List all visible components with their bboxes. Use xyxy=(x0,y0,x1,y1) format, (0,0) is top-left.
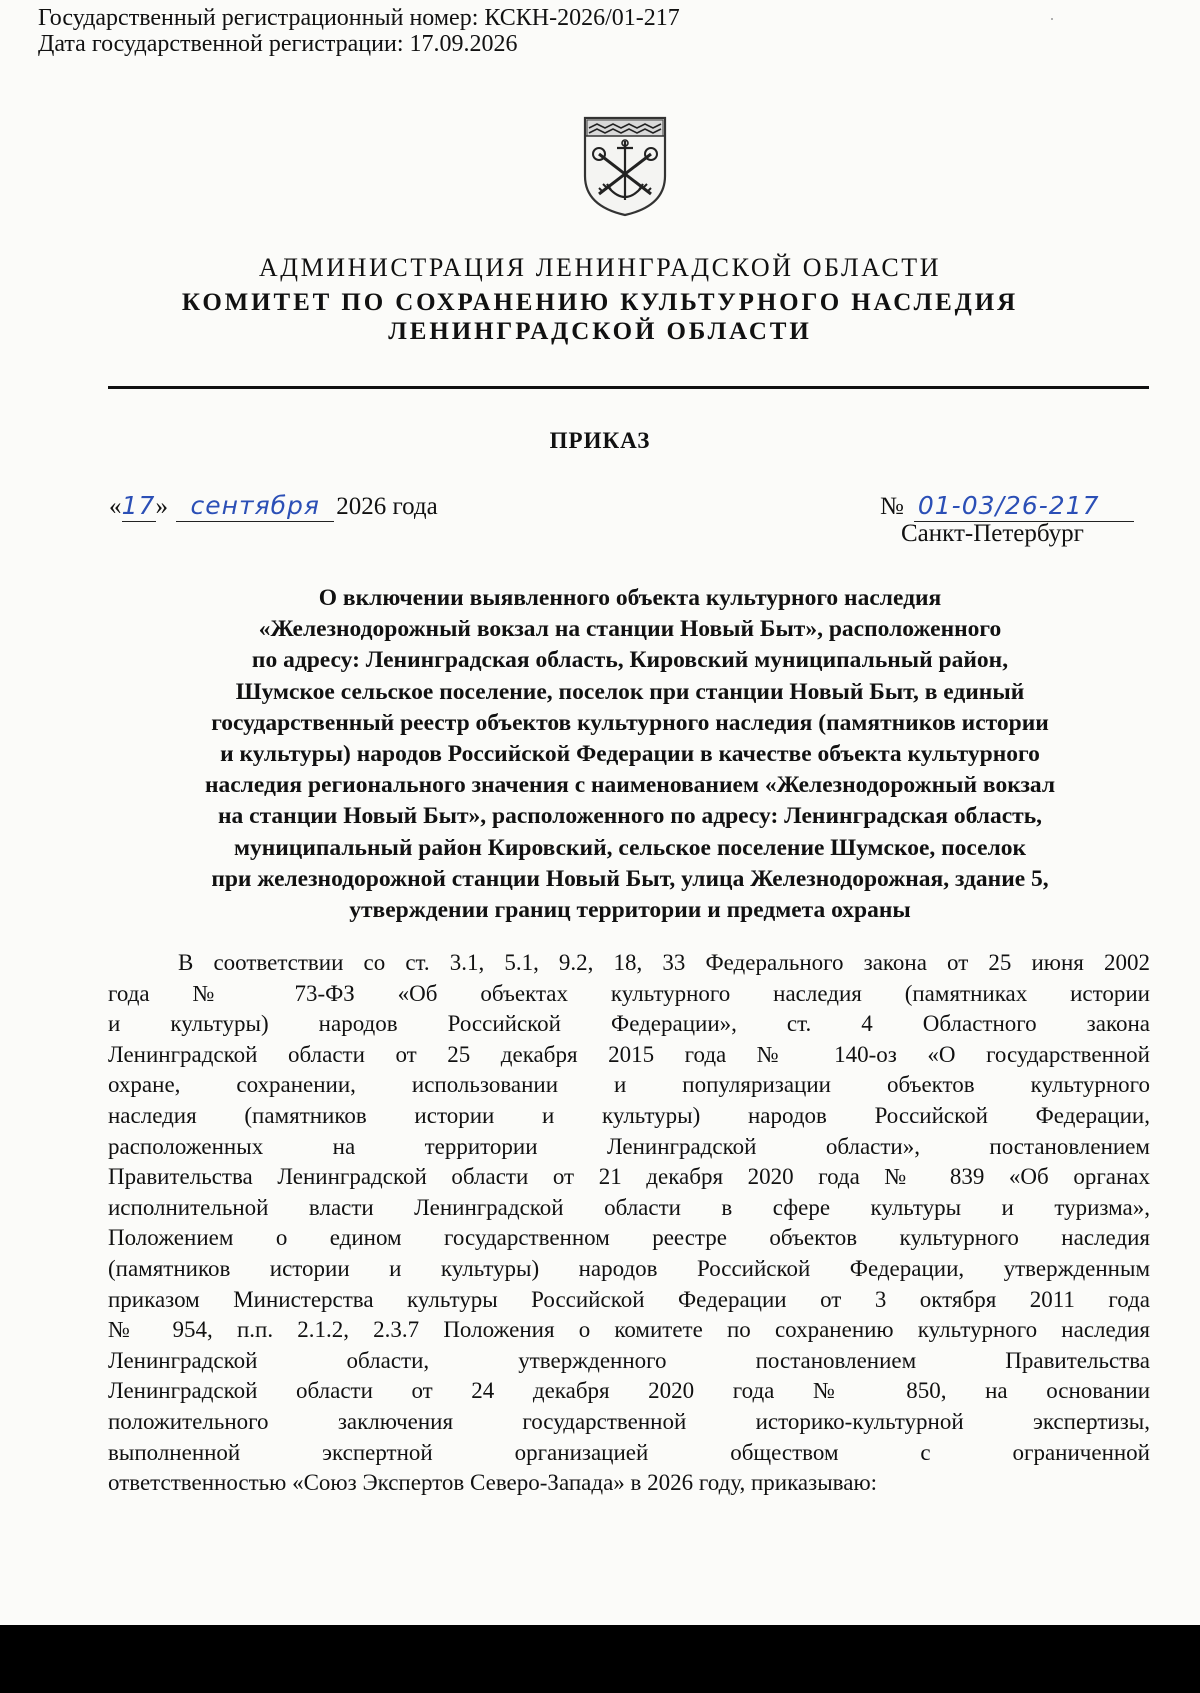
body-line: В соответствии со ст. 3.1, 5.1, 9.2, 18, 33 Федерального закона от 25 июня 2002 xyxy=(178,950,1150,975)
order-heading: ПРИКАЗ xyxy=(549,428,651,453)
body-line: Ленинградской области от 25 декабря 2015 года № 140-оз «О государственной xyxy=(108,1041,1150,1067)
leningrad-oblast-coat-of-arms-icon xyxy=(581,114,669,218)
region-title: ЛЕНИНГРАДСКОЙ ОБЛАСТИ xyxy=(388,318,812,345)
title-line: «Железнодорожный вокзал на станции Новый Быт», расположенного xyxy=(258,616,1002,643)
title-line: муниципальный район Кировский, сельское поселение Шумское, поселок xyxy=(233,834,1027,861)
day-field xyxy=(122,491,156,522)
registration-number-line: Государственный регистрационный номер: КСКН-2026/01-217 xyxy=(38,5,680,31)
administration-title: АДМИНИСТРАЦИЯ ЛЕНИНГРАДСКОЙ ОБЛАСТИ xyxy=(258,253,942,282)
body-line: Правительства Ленинградской области от 21 декабря 2020 года № 839 «Об органах xyxy=(108,1164,1150,1190)
body-line: выполненной экспертной организацией обществом с ограниченной xyxy=(108,1439,1150,1465)
body-line: Ленинградской области, утвержденного постановлением Правительства xyxy=(108,1347,1150,1373)
order-number xyxy=(880,491,1134,522)
order-title xyxy=(110,583,1150,926)
title-line: Шумское сельское поселение, поселок при станции Новый Быт, в единый xyxy=(235,678,1025,705)
title-line: О включении выявленного объекта культурного наследия xyxy=(318,585,942,611)
registration-date-line: Дата государственной регистрации: 17.09.2026 xyxy=(38,31,518,57)
title-line: на станции Новый Быт», расположенного по адресу: Ленинградская область, xyxy=(217,803,1043,830)
close-quote: » xyxy=(155,493,168,520)
header-divider xyxy=(108,386,1149,389)
number-handwritten: 01-03/26-217 xyxy=(917,491,1100,520)
body-line: (памятников истории и культуры) народов Российской Федерации, утвержденным xyxy=(108,1255,1150,1281)
order-date xyxy=(109,491,438,522)
day-handwritten: 17 xyxy=(121,491,156,520)
title-line: утверждении границ территории и предмета охраны xyxy=(349,897,911,924)
month-field xyxy=(176,491,334,522)
title-line: при железнодорожной станции Новый Быт, улица Железнодорожная, здание 5, xyxy=(211,865,1049,892)
year-text: 2026 года xyxy=(336,493,438,520)
number-field xyxy=(914,491,1134,522)
body-line: № 954, п.п. 2.1.2, 2.3.7 Положения о комитете по сохранению культурного наследия xyxy=(108,1317,1150,1343)
scan-bottom-edge xyxy=(0,1625,1200,1693)
title-line: государственный реестр объектов культурного наследия (памятников истории xyxy=(211,709,1049,736)
city: Санкт-Петербург xyxy=(901,520,1084,547)
body-line: и культуры) народов Российской Федерации», ст. 4 Областного закона xyxy=(108,1011,1150,1037)
open-quote: « xyxy=(109,493,122,520)
body-line: приказом Министерства культуры Российской Федерации от 3 октября 2011 года xyxy=(108,1286,1150,1312)
committee-title: КОМИТЕТ ПО СОХРАНЕНИЮ КУЛЬТУРНОГО НАСЛЕДИЯ xyxy=(181,289,1019,316)
title-line: и культуры) народов Российской Федерации в качестве объекта культурного xyxy=(220,741,1040,768)
body-line: ответственностью «Союз Экспертов Северо-Запада» в 2026 году, приказываю: xyxy=(108,1470,878,1496)
body-line: года № 73-ФЗ «Об объектах культурного наследия (памятниках истории xyxy=(108,980,1150,1006)
body-line: положительного заключения государственной историко-культурной экспертизы, xyxy=(108,1408,1150,1434)
scan-speck xyxy=(1051,18,1053,20)
body-line: расположенных на территории Ленинградской области», постановлением xyxy=(108,1133,1150,1159)
month-handwritten: сентября xyxy=(190,491,320,520)
body-line: наследия (памятников истории и культуры) народов Российской Федерации, xyxy=(108,1102,1150,1128)
order-body-paragraph xyxy=(108,948,1150,1499)
body-line: исполнительной власти Ленинградской области в сфере культуры и туризма», xyxy=(108,1194,1150,1220)
number-sign: № xyxy=(880,493,904,520)
title-line: наследия регионального значения с наименованием «Железнодорожный вокзал xyxy=(204,772,1056,799)
title-line: по адресу: Ленинградская область, Кировский муниципальный район, xyxy=(251,647,1009,674)
body-line: Ленинградской области от 24 декабря 2020 года № 850, на основании xyxy=(108,1378,1150,1404)
body-line: Положением о едином государственном реестре объектов культурного наследия xyxy=(108,1225,1150,1251)
body-line: охране, сохранении, использовании и популяризации объектов культурного xyxy=(108,1072,1150,1098)
